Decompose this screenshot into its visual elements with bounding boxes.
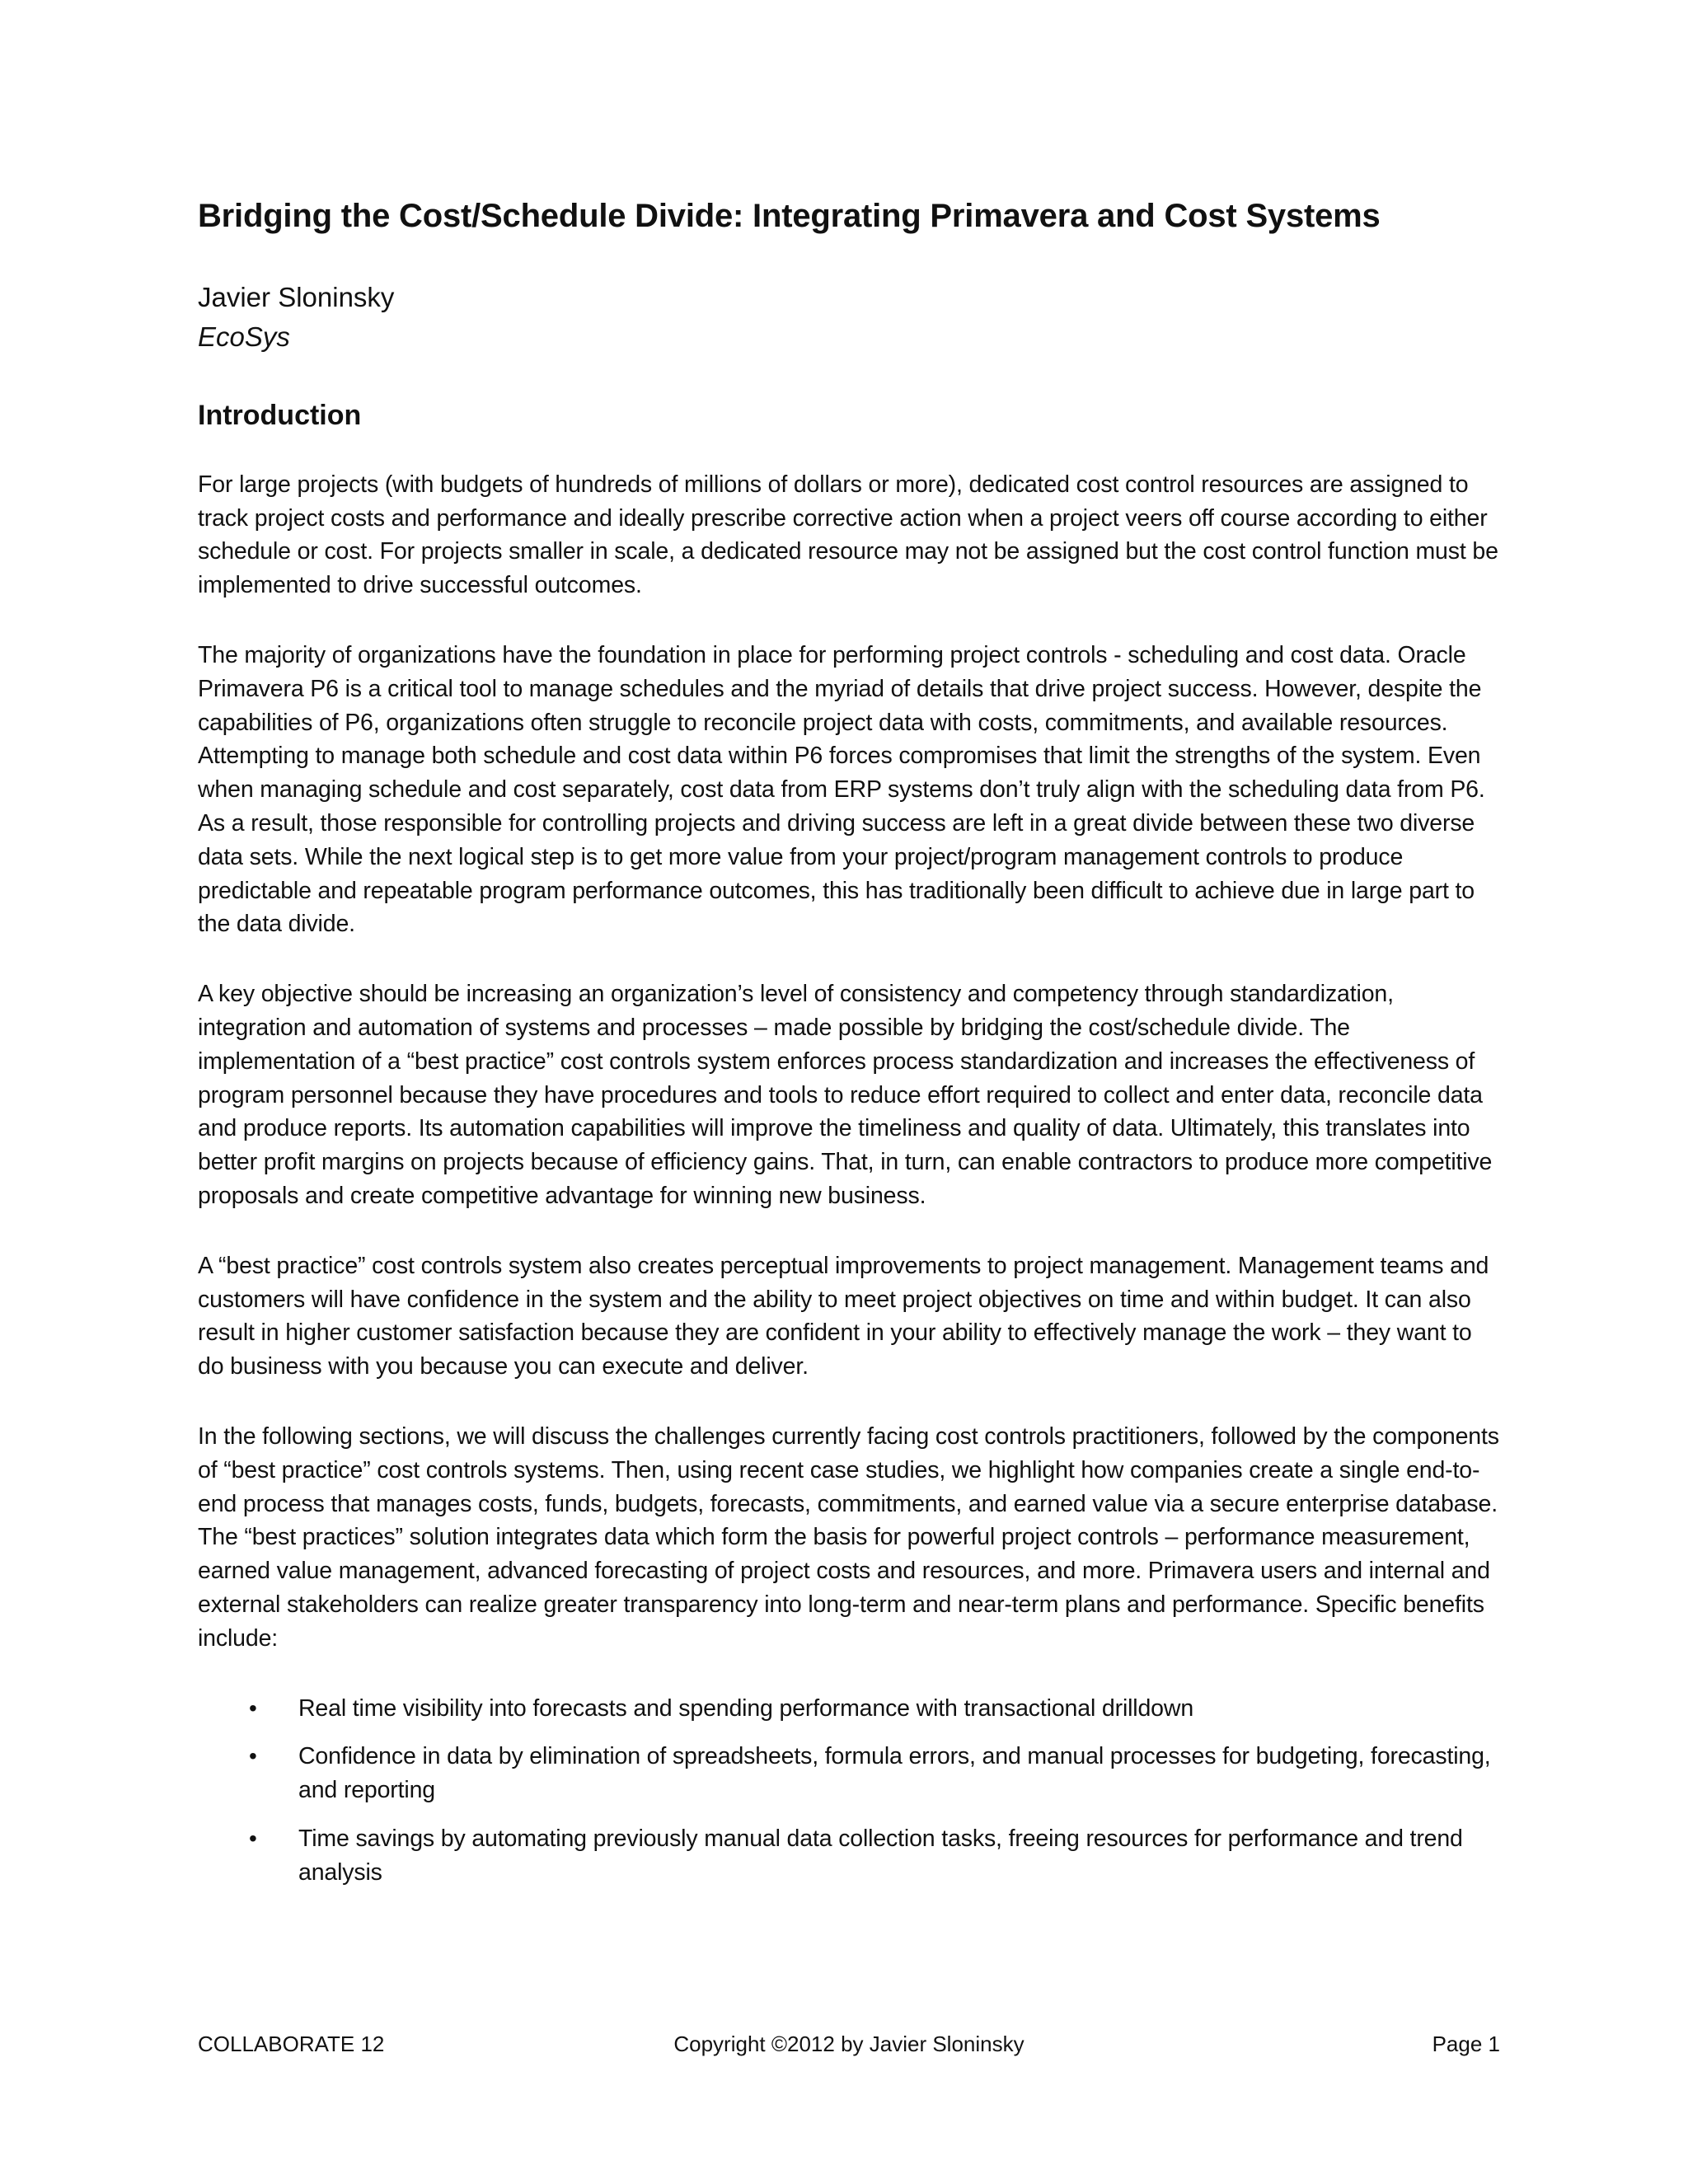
paragraph: In the following sections, we will discuss the challenges currently facing cost controls practitioners, followed by the components of “best practice” cost controls systems. Then, using recent case studies, we highlight how companies create a single end-to-end process that manages costs, funds, budgets, forecasts, commitments, and earned value via a secure enterprise database. The “best practices” solution integrates data which form the basis for powerful project controls – performance measurement, earned value management, advanced forecasting of project costs and resources, and more. Primavera users and internal and external stakeholders can realize greater transparency into long-term and near-term plans and performance. Specific benefits include: bbox=[198, 1422, 1499, 1652]
section-heading-introduction: Introduction bbox=[198, 400, 362, 431]
paragraph: The majority of organizations have the foundation in place for performing project controls - scheduling and cost data. Oracle Primavera P6 is a critical tool to manage schedules and the myriad of details that drive project success. However, despite the capabilities of P6, organizations often struggle to reconcile project data with costs, commitments, and available resources. Attempting to manage both schedule and cost data within P6 forces compromises that limit the strengths of the system. Even when managing schedule and cost separately, cost data from ERP systems don’t truly align with the scheduling data from P6. As a result, those responsible for controlling projects and driving success are left in a great divide between these two diverse data sets. While the next logical step is to get more value from your project/program management controls to produce predictable and repeatable program performance outcomes, this has traditionally been difficult to achieve due in large part to the data divide. bbox=[198, 641, 1485, 938]
bullet-icon: • bbox=[249, 1825, 257, 1851]
author-affiliation: EcoSys bbox=[198, 321, 290, 352]
document-page bbox=[198, 196, 1500, 1904]
benefits-list bbox=[198, 1692, 1500, 1890]
list-item-text: Time savings by automating previously manual data collection tasks, freeing resources for performance and trend analysis bbox=[298, 1825, 1463, 1886]
list-item bbox=[198, 1692, 1500, 1726]
author-name: Javier Sloninsky bbox=[198, 282, 395, 312]
list-item bbox=[198, 1740, 1500, 1807]
list-item-text: Real time visibility into forecasts and spending performance with transactional drilldown bbox=[298, 1694, 1194, 1722]
paragraph: A key objective should be increasing an organization’s level of consistency and competency through standardization, integration and automation of systems and processes – made possible by bridging the cost/schedule divide. The implementation of a “best practice” cost controls system enforces process standardization and increases the effectiveness of program personnel because they have procedures and tools to reduce effort required to collect and enter data, reconcile data and produce reports. Its automation capabilities will improve the timeliness and quality of data. Ultimately, this translates into better profit margins on projects because of efficiency gains. That, in turn, can enable contractors to produce more competitive proposals and create competitive advantage for winning new business. bbox=[198, 981, 1493, 1209]
footer-conference: COLLABORATE 12 bbox=[198, 2032, 385, 2056]
bullet-icon: • bbox=[249, 1694, 257, 1721]
list-item bbox=[198, 1822, 1500, 1890]
page-footer bbox=[198, 2027, 1500, 2060]
footer-copyright: Copyright ©2012 by Javier Sloninsky bbox=[673, 2032, 1025, 2056]
paragraph: For large projects (with budgets of hundreds of millions of dollars or more), dedicated cost control resources are assigned to track project costs and performance and ideally prescribe corrective action when a project veers off course according to either schedule or cost. For projects smaller in scale, a dedicated resource may not be assigned but the cost control function must be implemented to drive successful outcomes. bbox=[198, 471, 1498, 599]
paragraph: A “best practice” cost controls system also creates perceptual improvements to project management. Management teams and customers will have confidence in the system and the ability to meet project objectives on time and within budget. It can also result in higher customer satisfaction because they are confident in your ability to effectively manage the work – they want to do business with you because you can execute and deliver. bbox=[198, 1252, 1489, 1380]
bullet-icon: • bbox=[249, 1743, 257, 1769]
footer-page-number: Page 1 bbox=[1432, 2032, 1500, 2056]
document-title: Bridging the Cost/Schedule Divide: Integrating Primavera and Cost Systems bbox=[198, 198, 1381, 234]
list-item-text: Confidence in data by elimination of spreadsheets, formula errors, and manual processes for budgeting, forecasting, and reporting bbox=[298, 1743, 1491, 1804]
